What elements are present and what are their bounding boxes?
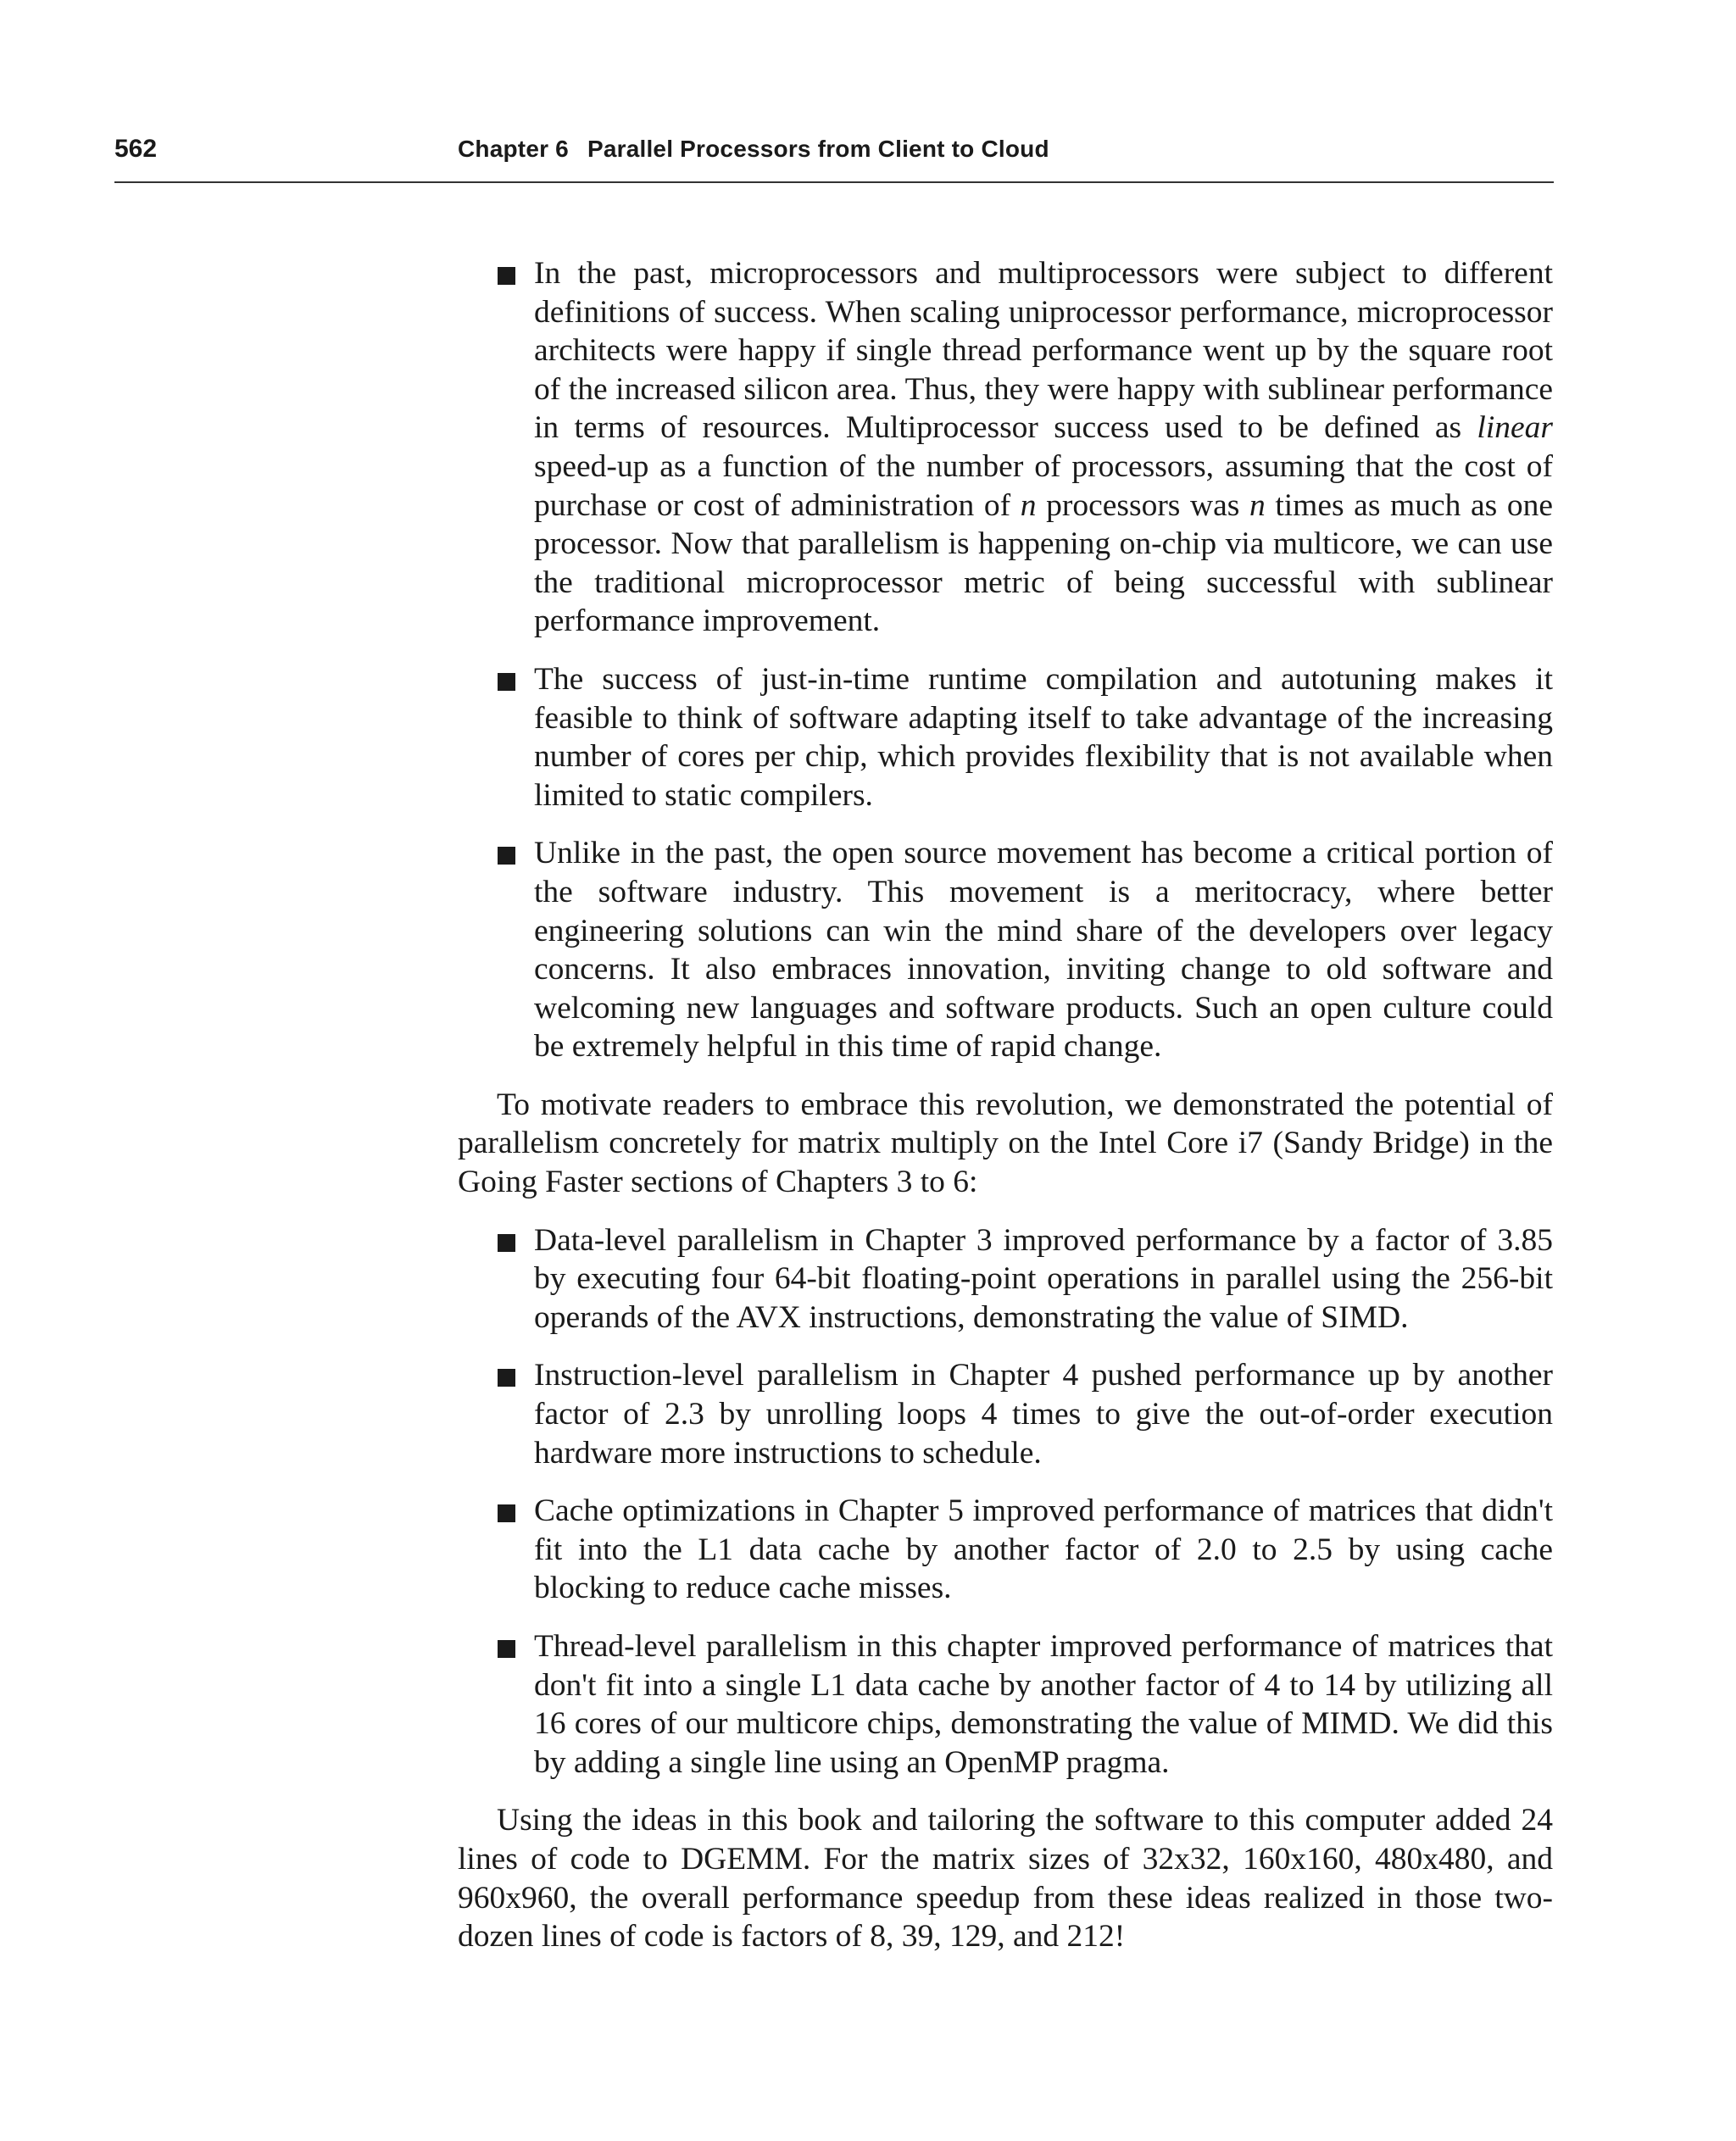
square-bullet-icon — [498, 847, 515, 865]
bullet-text-segment: speed-up as a function of the number of processors, assuming that the cost of purchase or cost of administration of — [534, 448, 1553, 523]
list-item — [458, 1221, 1553, 1337]
paragraph: To motivate readers to embrace this revolution, we demonstrated the potential of parallelism concretely for matrix multiply on the Intel Core i7 (Sandy Bridge) in the Going Faster sections of Chapters 3 to 6: — [458, 1087, 1553, 1200]
bullet-text-segment: processors was — [1036, 487, 1249, 523]
list-item — [458, 254, 1553, 641]
square-bullet-icon — [498, 1640, 515, 1658]
body-text — [458, 254, 1553, 1976]
square-bullet-icon — [498, 1504, 515, 1522]
bullet-text-segment: In the past, microprocessors and multiprocessors were subject to different definitions of success. When scaling uniprocessor performance, microprocessor architects were happy if single thread performance went up by the square root of the increased silicon area. Thus, they were happy with sublinear performance in terms of resources. Multiprocessor success used to be defined as — [534, 256, 1553, 446]
bullet-list-1 — [458, 254, 1553, 1066]
paragraph: Using the ideas in this book and tailoring the software to this computer added 24 lines of code to DGEMM. For the matrix sizes of 32x32, 160x160, 480x480, and 960x960, the overall performance speedup from these ideas realized in those two-dozen lines of code is factors of 8, 39, 129, and 212! — [458, 1803, 1553, 1955]
square-bullet-icon — [498, 267, 515, 285]
list-item — [458, 1356, 1553, 1472]
bullet-text: The success of just-in-time runtime compilation and autotuning makes it feasible to think of software adapting itself to take advantage of the increasing number of cores per chip, which provides flexibility that is not available when limited to static compilers. — [534, 661, 1553, 813]
chapter-title: Parallel Processors from Client to Cloud — [587, 136, 1049, 162]
bullet-text: Cache optimizations in Chapter 5 improved performance of matrices that didn't fit into the L1 data cache by another factor of 2.0 to 2.5 by using cache blocking to reduce cache misses. — [534, 1493, 1553, 1606]
list-item — [458, 834, 1553, 1066]
bullet-text: Data-level parallelism in Chapter 3 improved performance by a factor of 3.85 by executing four 64-bit floating-point operations in parallel using the 256-bit operands of the AVX instructions, demonstrating the value of SIMD. — [534, 1222, 1553, 1335]
running-head — [458, 134, 1049, 164]
bullet-text: Thread-level parallelism in this chapter improved performance of matrices that don't fit into a single L1 data cache by another factor of 4 to 14 by utilizing all 16 cores of our multicore chips, demonstrating the value of MIMD. We did this by adding a single line using an OpenMP pragma. — [534, 1629, 1553, 1780]
list-item — [458, 660, 1553, 815]
italic-variable: n — [1249, 487, 1266, 523]
page-header — [114, 134, 1554, 183]
page-number: 562 — [114, 135, 158, 163]
square-bullet-icon — [498, 673, 515, 691]
list-item — [458, 1492, 1553, 1608]
bullet-text: Unlike in the past, the open source movement has become a critical portion of the software industry. This movement is a meritocracy, where better engineering solutions can win the mind share of the developers over legacy concerns. It also embraces innovation, inviting change to old software and welcoming new languages and software products. Such an open culture could be extremely helpful in this time of rapid change. — [534, 836, 1553, 1065]
list-item — [458, 1627, 1553, 1782]
bullet-text-segment: times as much as one processor. Now that parallelism is happening on-chip via multicore, we can use the traditional microprocessor metric of being successful with sublinear performance improvement. — [534, 487, 1553, 639]
bullet-text: Instruction-level parallelism in Chapter 4 pushed performance up by another factor of 2.3 by unrolling loops 4 times to give the out-of-order execution hardware more instructions to schedule. — [534, 1358, 1553, 1471]
italic-term: linear — [1477, 410, 1553, 446]
italic-variable: n — [1020, 487, 1037, 523]
chapter-label: Chapter 6 — [458, 136, 569, 162]
bullet-list-2 — [458, 1221, 1553, 1782]
square-bullet-icon — [498, 1234, 515, 1252]
square-bullet-icon — [498, 1369, 515, 1387]
